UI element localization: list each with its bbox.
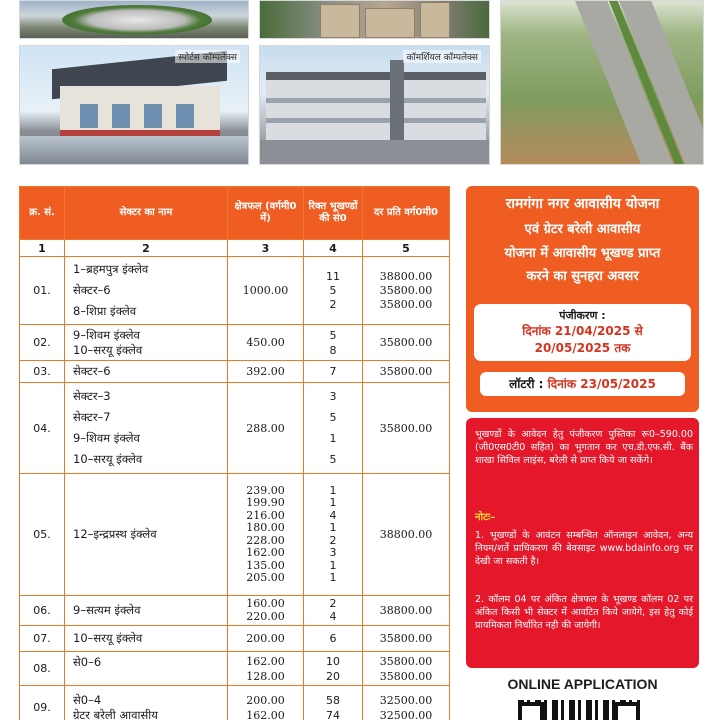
registration-start: दिनांक 21/04/2025 से: [522, 324, 643, 338]
count-value: 5: [329, 453, 337, 466]
area-cell: 450.00: [228, 325, 304, 361]
serial-cell: 04.: [20, 383, 65, 474]
header-rate: दर प्रति वर्ग0मी0: [363, 187, 450, 240]
count-value: 1: [329, 496, 337, 509]
sector-name: सेक्टर–3: [73, 389, 111, 403]
sector-name: सेक्टर–7: [73, 410, 111, 424]
count-value: 74: [326, 708, 340, 720]
area-cell: 1000.00: [228, 257, 304, 325]
area-value: 199.90: [246, 496, 285, 509]
count-cell: 7: [304, 361, 363, 383]
table-row: [20, 361, 450, 383]
area-value: 200.00: [246, 693, 285, 707]
rate-cell: 38800.00: [363, 474, 450, 596]
count-value: 1: [329, 432, 337, 445]
rate-cell: [363, 652, 450, 686]
rate-cell: 38800.00: [363, 596, 450, 626]
sector-name: सेक्टर–6: [73, 283, 111, 297]
count-value: 58: [326, 693, 340, 707]
floor-stripe: [266, 118, 486, 123]
count-value: 20: [326, 669, 340, 683]
road-aerial-photo: [500, 0, 704, 165]
note-item: 2. कॉलम 04 पर अंकित क्षेत्रफल के भूखण्ड कॉलम 02 पर अंकित किसी भी सेक्टर में आवटित किये जायेगे, इस हेतु कोई प्रायमिकता निर्धारित नही की जायेगी।: [475, 594, 693, 631]
registration-card: [474, 304, 691, 361]
scheme-title: रामगंगा नगर आवासीय योजना: [505, 196, 660, 212]
rate-value: 35800.00: [379, 297, 433, 311]
table-row: [20, 686, 450, 720]
sector-name-cell: [65, 257, 228, 325]
commercial-complex-photo: [259, 45, 490, 165]
column-number: 2: [65, 240, 228, 257]
header-vacant-plots: रिक्त भूखण्डों की सं0: [304, 187, 363, 240]
serial-cell: 03.: [20, 361, 65, 383]
table-row: [20, 596, 450, 626]
count-value: 2: [329, 297, 337, 311]
area-value: 228.00: [246, 533, 285, 547]
sector-name-cell: 10–सरयू इंक्लेव: [65, 626, 228, 652]
table-row: [20, 325, 450, 361]
sector-name: 1–ब्रहमपुत्र इंक्लेव: [73, 262, 149, 276]
lottery-card: [480, 372, 685, 396]
area-value: 216.00: [246, 508, 285, 522]
area-value: 128.00: [246, 669, 285, 683]
rate-cell: 35800.00: [363, 383, 450, 474]
table-row: [20, 652, 450, 686]
rate-cell: [363, 686, 450, 720]
count-value: 5: [329, 328, 337, 342]
table-row: [20, 626, 450, 652]
rate-cell: 35800.00: [363, 361, 450, 383]
scheme-promo-box: [466, 186, 699, 412]
window-shape: [80, 104, 98, 128]
count-value: 3: [329, 546, 337, 559]
note-item: 1. भूखण्डों के आवंटन सम्बन्धित ऑनलाइन आवेदन, अन्य नियम/शर्ते प्राधिकरण की बेवसाइट www.bdainfo.org पर देखी जा सकती है।: [475, 530, 693, 567]
count-cell: 6: [304, 626, 363, 652]
count-cell: [304, 652, 363, 686]
sports-complex-photo: [19, 45, 249, 165]
sector-name-cell: [65, 383, 228, 474]
rate-value: 35800.00: [379, 283, 433, 297]
lottery-label: लॉटरी :: [509, 377, 544, 391]
count-value: 5: [329, 411, 337, 424]
area-cell: [228, 652, 304, 686]
count-value: 11: [326, 269, 340, 283]
column-number: 4: [304, 240, 363, 257]
count-cell: [304, 596, 363, 626]
scheme-subtitle: योजना में आवासीय भूखण्ड प्राप्त: [504, 246, 661, 261]
serial-cell: 06.: [20, 596, 65, 626]
street-ground-shape: [260, 140, 490, 164]
qr-code-icon[interactable]: [518, 700, 640, 720]
serial-cell: 08.: [20, 652, 65, 686]
count-cell: [304, 257, 363, 325]
rate-cell: 35800.00: [363, 325, 450, 361]
count-cell: [304, 474, 363, 596]
serial-cell: 05.: [20, 474, 65, 596]
column-number: 5: [363, 240, 450, 257]
count-value: 1: [329, 571, 337, 584]
area-value: 205.00: [246, 571, 285, 584]
complex-tower-shape: [390, 60, 404, 142]
column-number-row: [20, 240, 450, 257]
area-value: 162.00: [246, 708, 285, 720]
area-cell: 288.00: [228, 383, 304, 474]
sector-name-cell: [65, 325, 228, 361]
note-label: नोटः–: [475, 512, 496, 523]
sector-name: 9–शिवम इंक्लेव: [73, 327, 140, 342]
count-value: 5: [329, 283, 337, 297]
plaza-ground-shape: [20, 136, 249, 164]
area-value: 162.00: [246, 654, 285, 668]
table-row: [20, 383, 450, 474]
count-value: 8: [329, 343, 337, 357]
area-value: 135.00: [246, 558, 285, 572]
fountain-photo: [19, 0, 249, 39]
scheme-subtitle: एवं ग्रेटर बरेली आवासीय: [524, 222, 641, 237]
sector-name-cell: सेक्टर–6: [65, 361, 228, 383]
serial-cell: 07.: [20, 626, 65, 652]
sector-name-cell: 9–सत्यम इंक्लेव: [65, 596, 228, 626]
header-area: क्षेत्रफल (वर्गमी0 में): [228, 187, 304, 240]
sector-name-cell: 12–इन्द्रप्रस्थ इंक्लेव: [65, 474, 228, 596]
registration-label: पंजीकरण :: [559, 309, 606, 322]
area-cell: 200.00: [228, 626, 304, 652]
header-sector-name: सेक्टर का नाम: [65, 187, 228, 240]
window-shape: [144, 104, 162, 128]
area-value: 239.00: [246, 483, 285, 497]
commercial-complex-caption: कॉमर्शियल कॉम्पलेक्स: [403, 50, 481, 63]
window-shape: [112, 104, 130, 128]
count-cell: [304, 686, 363, 720]
registration-end: 20/05/2025 तक: [534, 341, 631, 355]
count-value: 4: [329, 508, 337, 522]
floor-stripe: [266, 98, 486, 103]
booklet-info: भूखण्डों के आवेदन हेतु पंजीकरण पुस्तिका रू0–590.00 (जी0एस0टी0 सहित) का भुगतान कर एच.डी.एफ.सी. बैंक शाखा सिविल लाइंस, बरेली से प्राप्त किये जा सकेंगे।: [475, 429, 693, 466]
area-value: 162.00: [246, 546, 285, 559]
count-cell: [304, 383, 363, 474]
count-value: 1: [329, 521, 337, 534]
rate-value: 32500.00: [379, 693, 433, 707]
serial-cell: 01.: [20, 257, 65, 325]
count-value: 10: [326, 654, 340, 668]
area-value: 220.00: [246, 609, 285, 623]
column-number: 1: [20, 240, 65, 257]
rate-value: 32500.00: [379, 708, 433, 720]
sports-complex-caption: स्पोर्टस कॉम्पलेक्स: [175, 50, 240, 63]
sector-name: 10–सरयू इंक्लेव: [73, 452, 143, 466]
header-serial: क्र. सं.: [20, 187, 65, 240]
count-value: 1: [329, 483, 337, 497]
rate-value: 38800.00: [379, 269, 433, 283]
count-value: 2: [329, 597, 337, 610]
fountain-ring-shape: [62, 5, 212, 35]
rate-cell: 35800.00: [363, 626, 450, 652]
area-cell: 392.00: [228, 361, 304, 383]
area-value: 160.00: [246, 597, 285, 610]
table-row: [20, 257, 450, 325]
sector-name: से0–4: [73, 692, 102, 707]
area-cell: [228, 474, 304, 596]
sector-name-cell: से0–6: [65, 652, 228, 686]
complex-block-shape: [266, 72, 486, 140]
area-value: 180.00: [246, 521, 285, 534]
lottery-date: दिनांक 23/05/2025: [547, 377, 656, 391]
sector-name: 8–शिप्रा इंक्लेव: [73, 304, 137, 318]
online-application-heading: ONLINE APPLICATION: [507, 676, 658, 692]
info-box: [466, 418, 699, 668]
area-cell: [228, 596, 304, 626]
rate-value: 35800.00: [379, 669, 433, 683]
building-shape: [365, 8, 415, 38]
plots-table: [19, 186, 450, 720]
building-shape: [420, 2, 450, 38]
count-value: 1: [329, 558, 337, 572]
table-header-row: [20, 187, 450, 240]
scheme-subtitle: करने का सुनहरा अवसर: [526, 269, 639, 284]
count-value: 3: [329, 390, 337, 403]
building-shape: [320, 4, 360, 38]
city-photo: [259, 0, 490, 39]
count-value: 4: [329, 609, 337, 623]
window-shape: [176, 104, 194, 128]
count-cell: [304, 325, 363, 361]
column-number: 3: [228, 240, 304, 257]
serial-cell: 02.: [20, 325, 65, 361]
sector-name: ग्रेटर बरेली आवासीय: [73, 707, 158, 720]
sector-name-cell: [65, 686, 228, 720]
sector-name: 10–सरयू इंक्लेव: [73, 342, 143, 357]
rate-cell: [363, 257, 450, 325]
serial-cell: 09.: [20, 686, 65, 720]
sector-name: 9–शिवम इंक्लेव: [73, 431, 140, 445]
count-value: 2: [329, 533, 337, 547]
area-cell: [228, 686, 304, 720]
rate-value: 35800.00: [379, 654, 433, 668]
table-row: [20, 474, 450, 596]
